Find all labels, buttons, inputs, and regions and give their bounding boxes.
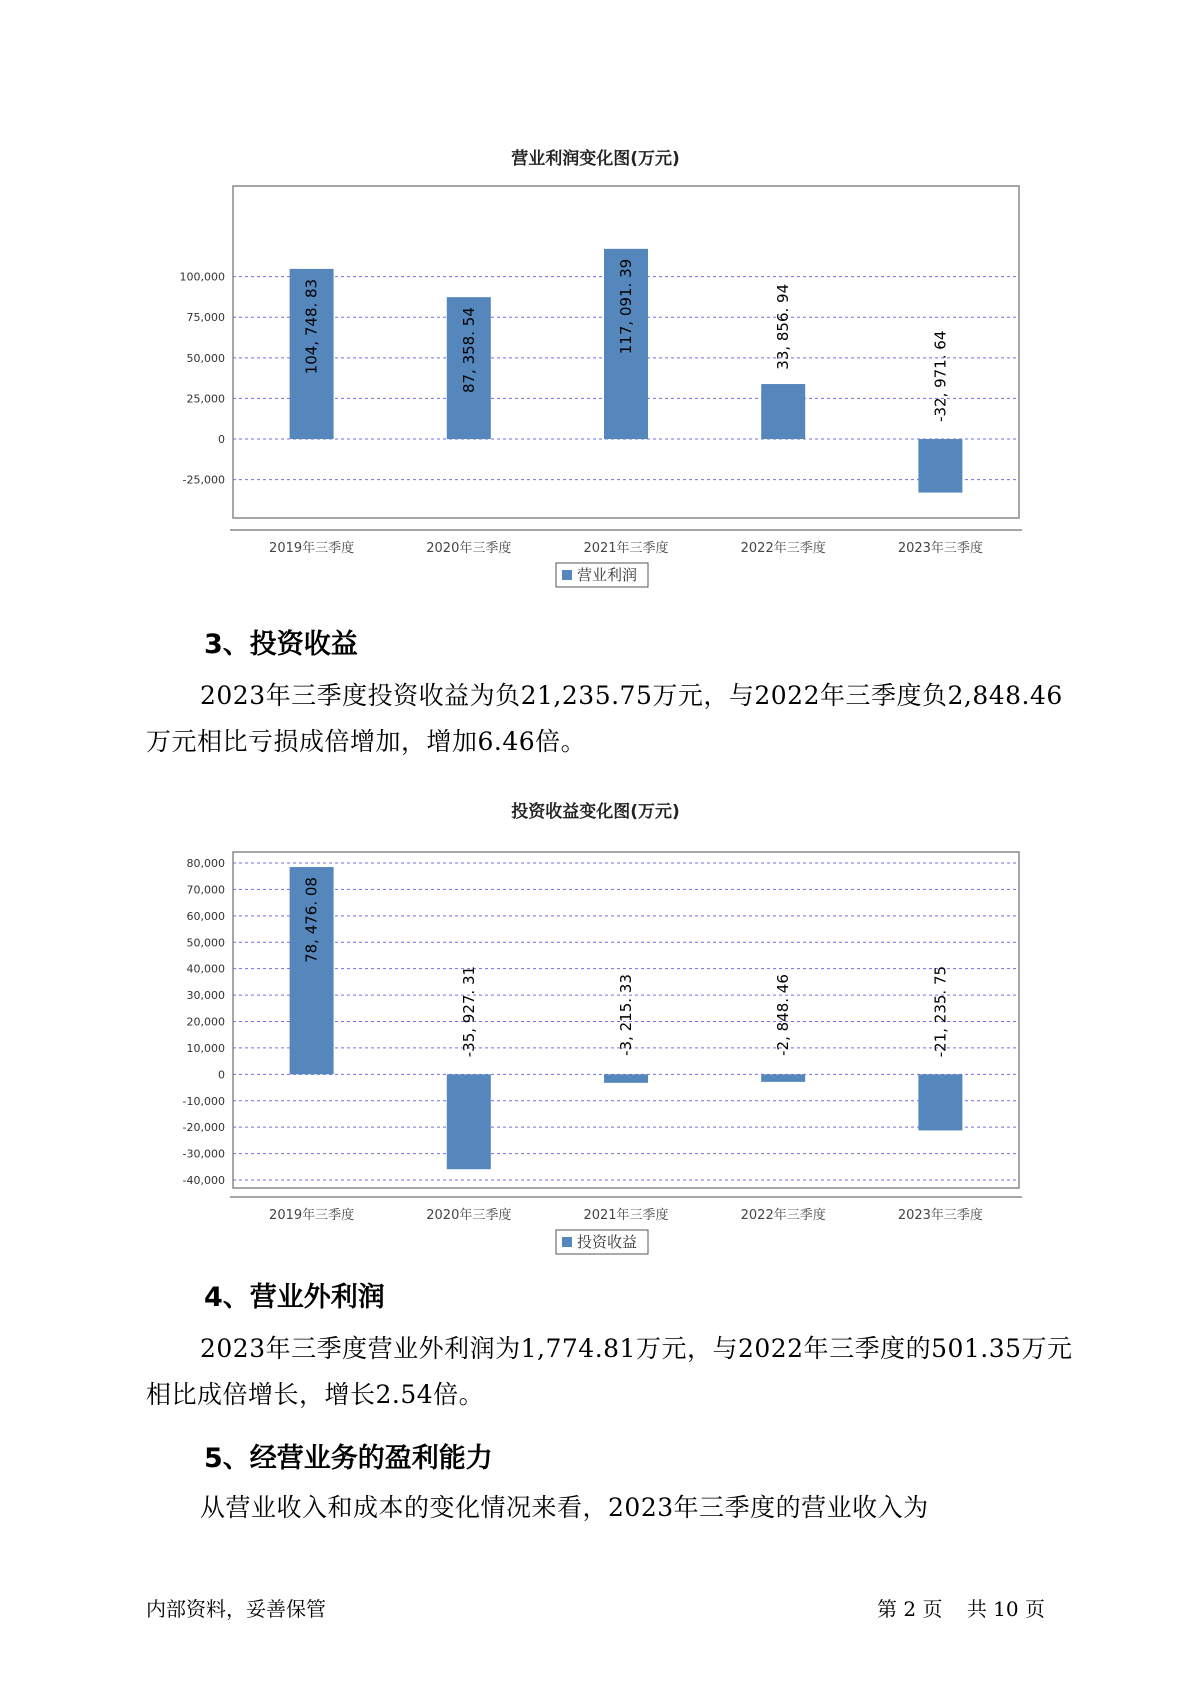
y-tick-label: 20,000 [186, 1015, 225, 1029]
bar [761, 1074, 805, 1082]
y-tick-label: 40,000 [186, 962, 225, 976]
x-tick-label: 2020年三季度 [426, 1208, 512, 1223]
bar-data-label: -32, 971. 64 [931, 330, 950, 422]
x-tick-label: 2022年三季度 [740, 541, 826, 556]
x-tick-label: 2023年三季度 [897, 541, 983, 556]
section-heading-profitability: 5、经营业务的盈利能力 [204, 1443, 493, 1474]
legend-swatch [562, 570, 572, 580]
y-tick-label: 0 [218, 433, 225, 447]
legend-label: 投资收益 [577, 1233, 638, 1251]
x-tick-label: 2022年三季度 [740, 1208, 826, 1223]
y-tick-label: -40,000 [182, 1174, 225, 1187]
footer-page-current: 第 2 页 [877, 1597, 943, 1621]
y-tick-label: -25,000 [182, 473, 225, 487]
bar-data-label: -35, 927. 31 [459, 965, 478, 1058]
bar-data-label: -3, 215. 33 [617, 974, 635, 1056]
bar-data-label: -2, 848. 46 [774, 974, 793, 1056]
paragraph-non-operating-profit: 2023年三季度营业外利润为1,774.81万元，与2022年三季度的501.35万元相比成倍增长，增长2.54倍。 [146, 1334, 1073, 1409]
y-tick-label: 0 [218, 1068, 225, 1082]
bar [761, 384, 805, 439]
y-tick-label: 80,000 [186, 857, 225, 870]
footer-page-total: 共 10 页 [966, 1597, 1045, 1621]
legend-swatch [562, 1237, 572, 1247]
y-tick-label: 25,000 [186, 392, 225, 406]
section-heading-investment-income: 3、投资收益 [204, 629, 358, 660]
x-tick-label: 2021年三季度 [583, 1208, 669, 1223]
section-heading-non-operating-profit: 4、营业外利润 [204, 1282, 385, 1313]
operating-profit-chart [0, 170, 1191, 590]
bar-data-label: -21, 235. 75 [931, 965, 950, 1058]
bar [918, 1074, 962, 1130]
chart-title-investment-income: 投资收益变化图(万元) [511, 802, 680, 822]
bar-data-label: 104, 748. 83 [302, 278, 321, 375]
y-tick-label: -30,000 [182, 1147, 225, 1161]
legend-label: 营业利润 [577, 566, 638, 584]
footer-confidential-note: 内部资料，妥善保管 [146, 1597, 326, 1621]
x-tick-label: 2020年三季度 [426, 541, 512, 556]
x-tick-label: 2023年三季度 [897, 1208, 983, 1223]
bar-data-label: 78, 476. 08 [302, 877, 321, 963]
bar [918, 439, 962, 493]
bar [447, 1074, 491, 1169]
investment-income-chart [0, 822, 1191, 1252]
bar-data-label: 33, 856. 94 [774, 283, 793, 370]
chart-title-operating-profit: 营业利润变化图(万元) [511, 149, 680, 169]
x-tick-label: 2019年三季度 [269, 1208, 355, 1223]
y-tick-label: 50,000 [186, 936, 225, 950]
y-tick-label: 70,000 [186, 883, 225, 897]
x-tick-label: 2019年三季度 [269, 541, 355, 556]
y-tick-label: -10,000 [182, 1094, 225, 1108]
paragraph-investment-income: 2023年三季度投资收益为负21,235.75万元，与2022年三季度负2,848.46万元相比亏损成倍增加，增加6.46倍。 [146, 681, 1063, 756]
y-tick-label: -20,000 [182, 1121, 225, 1135]
x-tick-label: 2021年三季度 [583, 541, 669, 556]
bar [604, 1074, 648, 1082]
footer-page-number [871, 1593, 1045, 1622]
y-tick-label: 30,000 [186, 989, 225, 1003]
y-tick-label: 10,000 [186, 1041, 225, 1055]
bar-data-label: 87, 358. 54 [459, 307, 478, 394]
y-tick-label: 100,000 [179, 270, 225, 284]
bar-data-label: 117, 091. 39 [617, 258, 635, 355]
y-tick-label: 60,000 [186, 909, 225, 923]
y-tick-label: 75,000 [186, 311, 225, 325]
paragraph-profitability: 从营业收入和成本的变化情况来看，2023年三季度的营业收入为 [200, 1493, 929, 1522]
y-tick-label: 50,000 [186, 351, 225, 365]
